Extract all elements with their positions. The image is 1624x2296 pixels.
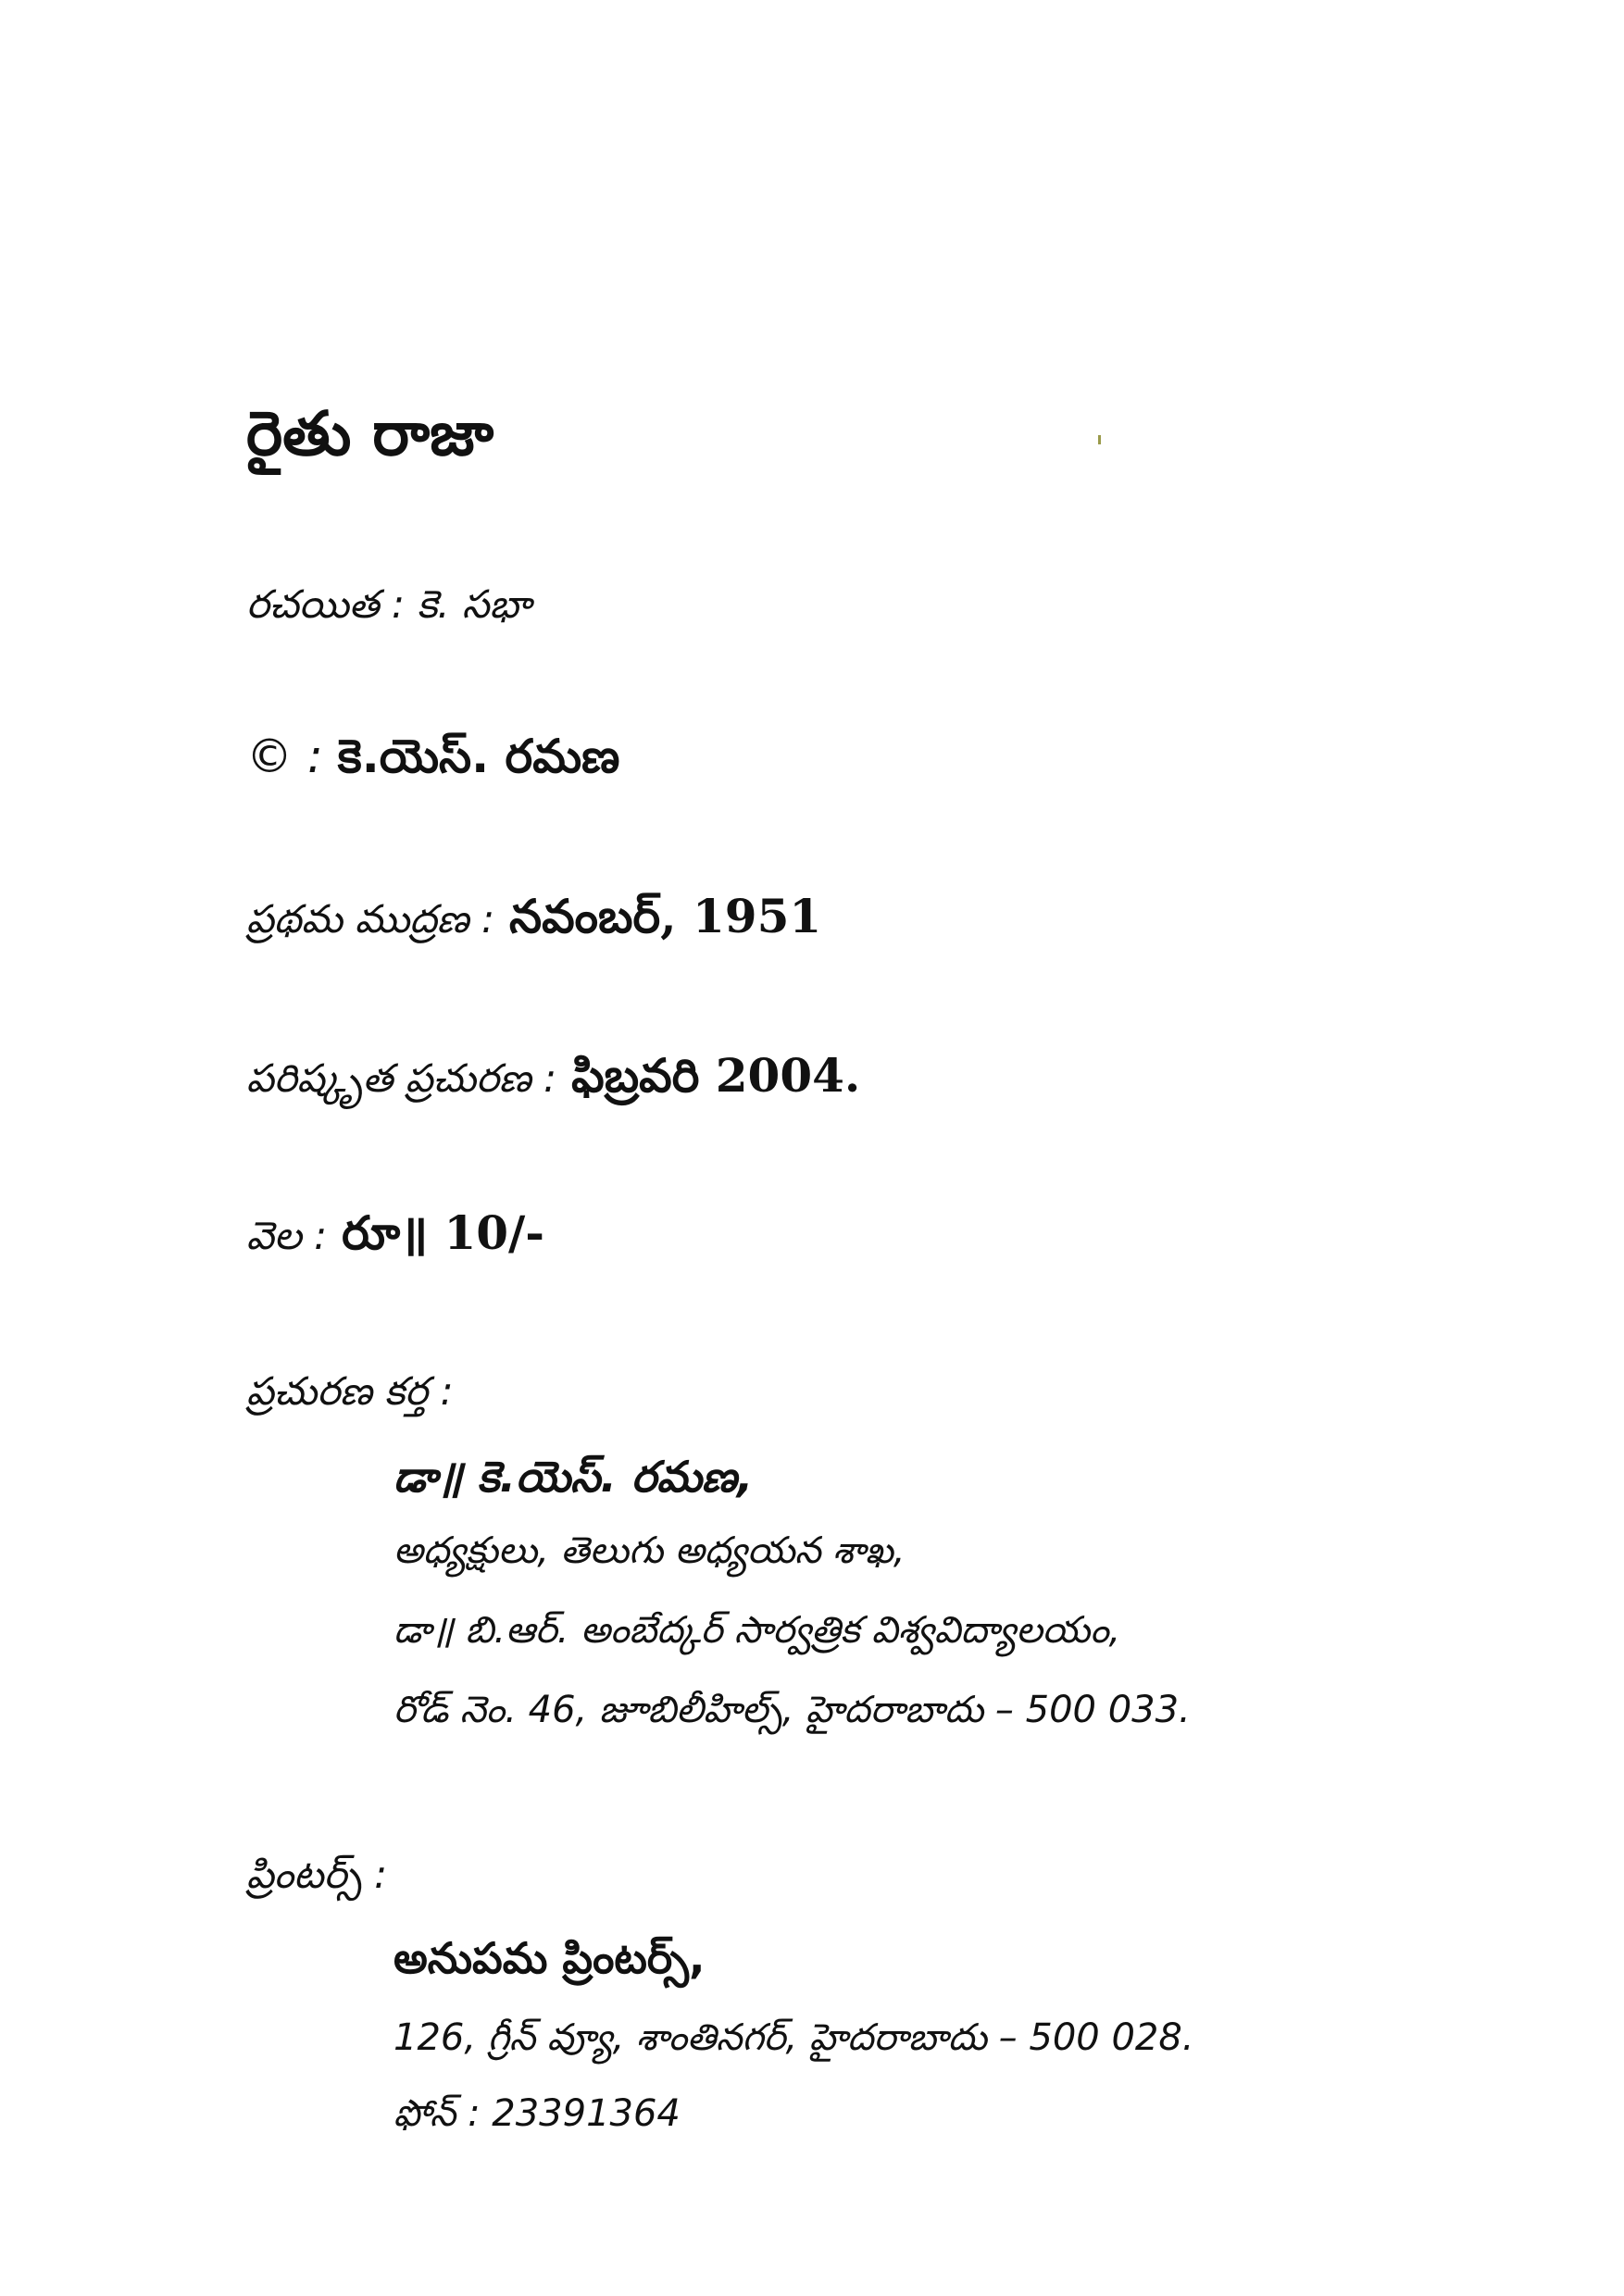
revised-print-line xyxy=(246,1048,860,1115)
first-print-value: నవంబర్, 1951 xyxy=(509,889,822,943)
printers-label-line xyxy=(246,1852,387,1907)
author-line xyxy=(246,581,531,637)
revised-print-value: ఫిబ్రవరి 2004. xyxy=(571,1048,861,1103)
price-line xyxy=(246,1205,544,1272)
copyright-value: కె.యెస్. రమణ xyxy=(337,730,620,783)
printers-name-text: అనుపమ ప్రింటర్స్, xyxy=(394,1933,706,1983)
publisher-name-text: డా॥ కె.యెస్. రమణ, xyxy=(394,1452,754,1502)
publisher-label: ప్రచురణ కర్త : xyxy=(246,1368,454,1414)
publisher-address-line: డా॥ బి.ఆర్. అంబేద్కర్ సార్వత్రిక విశ్వవిద్యాలయం, xyxy=(394,1609,1121,1652)
paper-speck xyxy=(1098,435,1101,444)
first-print-label: ప్రథమ ముద్రణ : xyxy=(246,896,495,942)
first-print-line xyxy=(246,889,821,955)
revised-print-label: పరిష్కృత ప్రచురణ : xyxy=(246,1055,557,1101)
publisher-address-line: అధ్యక్షులు, తెలుగు అధ్యయన శాఖ, xyxy=(394,1529,906,1572)
publisher-label-line xyxy=(246,1368,454,1424)
copyright-label: © : xyxy=(246,730,323,783)
printers-address-line: 126, గ్రీన్ వ్యూ, శాంతినగర్, హైదరాబాదు – 500 028. xyxy=(394,2016,1194,2059)
author-value: కె. సభా xyxy=(417,581,531,627)
printers-phone-line: ఫోన్ : 23391364 xyxy=(394,2092,681,2135)
publisher-name xyxy=(394,1452,753,1513)
price-label: వెల : xyxy=(246,1213,328,1258)
publisher-address-line: రోడ్ నెం. 46, జూబిలీహిల్స్, హైదరాబాదు – 500 033. xyxy=(394,1689,1191,1731)
copyright-line xyxy=(246,730,619,795)
printers-name xyxy=(394,1933,705,1994)
author-label: రచయిత : xyxy=(246,581,406,627)
price-value: రూ॥ 10/- xyxy=(342,1205,545,1260)
printers-label: ప్రింటర్స్ : xyxy=(246,1852,388,1897)
book-title: రైతు రాజా xyxy=(246,398,494,469)
